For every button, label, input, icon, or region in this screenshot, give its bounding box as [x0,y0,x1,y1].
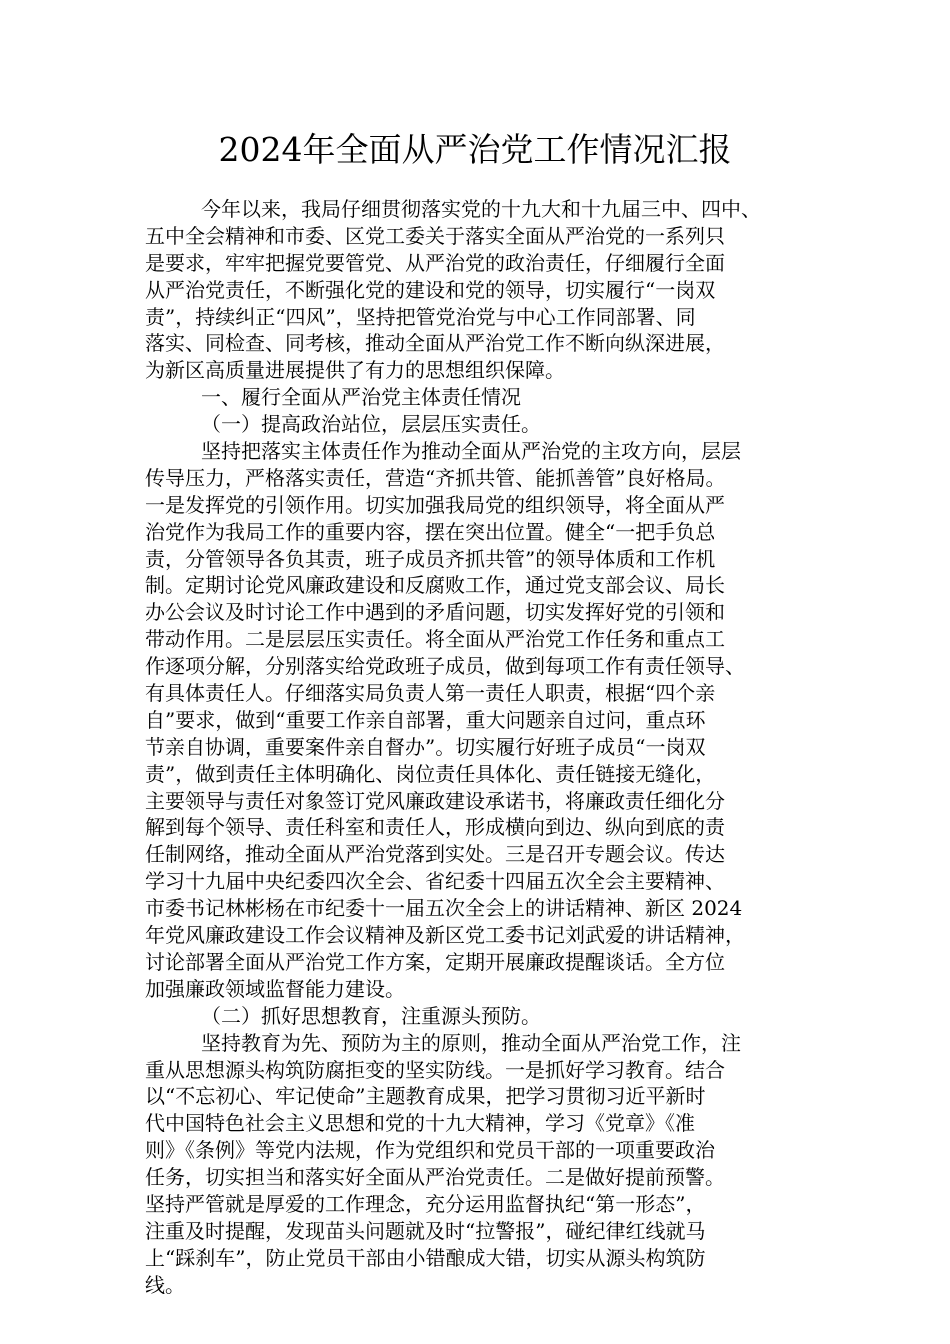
paragraph-line: 办公会议及时讨论工作中遇到的矛盾问题，切实发挥好党的引领和 [145,600,725,625]
paragraph-line: 为新区高质量进展提供了有力的思想组织保障。 [145,358,565,383]
paragraph-line: 带动作用。二是层层压实责任。将全面从严治党工作任务和重点工 [145,627,725,652]
paragraph-line: 从严治党责任，不断强化党的建设和党的领导，切实履行“一岗双 [145,277,716,302]
paragraph-line: 坚持严管就是厚爱的工作理念，充分运用监督执纪“第一形态”， [145,1191,706,1216]
paragraph-line: 线。 [145,1272,185,1297]
paragraph-line: 一是发挥党的引领作用。切实加强我局党的组织领导，将全面从严 [145,492,725,517]
paragraph-line: 加强廉政领域监督能力建设。 [145,976,405,1001]
paragraph-line: 代中国特色社会主义思想和党的十九大精神，学习《党章》《准 [145,1111,695,1136]
paragraph-line: 制。定期讨论党风廉政建设和反腐败工作，通过党支部会议、局长 [145,573,725,598]
paragraph-line: 市委书记林彬杨在市纪委十一届五次全会上的讲话精神、新区 2024 [145,896,743,921]
paragraph-line: 注重及时提醒，发现苗头问题就及时“拉警报”，碰纪律红线就马 [145,1218,706,1243]
paragraph-line: 上“踩刹车”，防止党员干部由小错酿成大错，切实从源头构筑防 [145,1245,706,1270]
document-title: 2024年全面从严治党工作情况汇报 [218,130,732,169]
paragraph-line: 年党风廉政建设工作会议精神及新区党工委书记刘武爱的讲话精神， [145,923,745,948]
paragraph-line: 责”，做到责任主体明确化、岗位责任具体化、责任链接无缝化， [145,761,716,786]
paragraph-line: 治党作为我局工作的重要内容，摆在突出位置。健全“一把手负总 [145,519,716,544]
paragraph-line: 责，分管领导各负其责，班子成员齐抓共管”的领导体质和工作机 [145,546,716,571]
paragraph-line: 重从思想源头构筑防腐拒变的坚实防线。一是抓好学习教育。结合 [145,1057,725,1082]
paragraph-line: 有具体责任人。仔细落实局负责人第一责任人职责，根据“四个亲 [145,681,716,706]
paragraph-line: 解到每个领导、责任科室和责任人，形成横向到边、纵向到底的责 [145,815,725,840]
paragraph-line: 落实、同检查、同考核，推动全面从严治党工作不断向纵深进展， [145,331,725,356]
paragraph-line: 坚持教育为先、预防为主的原则，推动全面从严治党工作，注 [201,1030,741,1055]
paragraph-line: 任制网络，推动全面从严治党落到实处。三是召开专题会议。传达 [145,842,725,867]
paragraph-line: 任务，切实担当和落实好全面从严治党责任。二是做好提前预警。 [145,1165,725,1190]
paragraph-line: 一、履行全面从严治党主体责任情况 [201,385,521,410]
paragraph-line: 自”要求，做到“重要工作亲自部署，重大问题亲自过问，重点环 [145,707,706,732]
paragraph-line: 作逐项分解，分别落实给党政班子成员，做到每项工作有责任领导、 [145,654,745,679]
document-body [145,196,820,1299]
paragraph-line: 传导压力，严格落实责任，营造“齐抓共管、能抓善管”良好格局。 [145,465,726,490]
paragraph-line: 以“不忘初心、牢记使命”主题教育成果，把学习贯彻习近平新时 [145,1084,706,1109]
paragraph-line: 讨论部署全面从严治党工作方案，定期开展廉政提醒谈话。全方位 [145,949,725,974]
paragraph-line: 今年以来，我局仔细贯彻落实党的十九大和十九届三中、四中、 [201,197,761,221]
paragraph-line: 主要领导与责任对象签订党风廉政建设承诺书，将廉政责任细化分 [145,788,725,813]
paragraph-line: （二）抓好思想教育，注重源头预防。 [201,1003,541,1028]
paragraph-line: （一）提高政治站位，层层压实责任。 [201,412,541,437]
paragraph-line: 责”，持续纠正“四风”，坚持把管党治党与中心工作同部署、同 [145,304,696,329]
paragraph-line: 五中全会精神和市委、区党工委关于落实全面从严治党的一系列只 [145,223,725,248]
paragraph-line: 是要求，牢牢把握党要管党、从严治党的政治责任，仔细履行全面 [145,250,725,275]
paragraph-line: 学习十九届中央纪委四次全会、省纪委十四届五次全会主要精神、 [145,869,725,894]
paragraph-line: 则》《条例》等党内法规，作为党组织和党员干部的一项重要政治 [145,1138,715,1163]
paragraph-line: 节亲自协调，重要案件亲自督办”。切实履行好班子成员“一岗双 [145,734,706,759]
paragraph-line: 坚持把落实主体责任作为推动全面从严治党的主攻方向，层层 [201,439,741,464]
